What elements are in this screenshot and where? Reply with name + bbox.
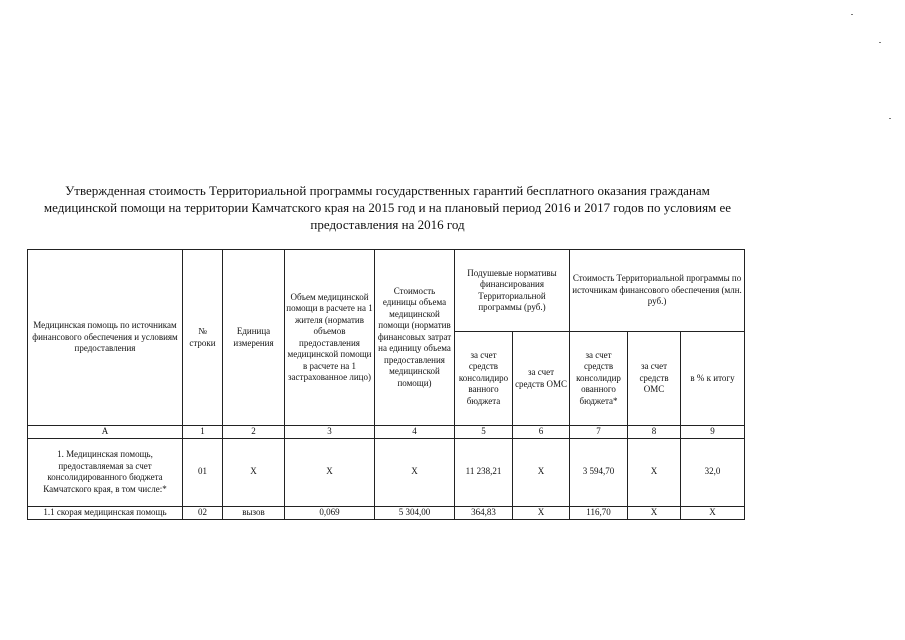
row-label: 1.1 скорая медицинская помощь [28,506,183,519]
table-row [28,506,745,519]
index-cell: 5 [455,426,513,439]
index-cell: 1 [183,426,223,439]
row-number: 02 [183,506,223,519]
index-cell: 4 [375,426,455,439]
row-volume: 0,069 [285,506,375,519]
index-cell: 2 [223,426,285,439]
header-per-capita-oms: за счет средств ОМС [513,332,570,426]
row-cost-oms: Х [628,506,681,519]
index-cell: 6 [513,426,570,439]
row-label: 1. Медицинская помощь, предоставляемая за счет консолидированного бюджета Камчатского края, в том числе:* [28,438,183,506]
header-group-program-cost: Стоимость Территориальной программы по источникам финансового обеспечения (млн. руб.) [570,250,745,332]
row-per-capita-budget: 11 238,21 [455,438,513,506]
table-row [28,438,745,506]
header-cost-oms: за счет средств ОМС [628,332,681,426]
index-cell: 3 [285,426,375,439]
row-per-capita-oms: Х [513,438,570,506]
row-cost-percent: Х [681,506,745,519]
row-per-capita-budget: 364,83 [455,506,513,519]
row-cost-budget: 3 594,70 [570,438,628,506]
header-unit: Единица измерения [223,250,285,426]
document-title: Утвержденная стоимость Территориальной программы государственных гарантий бесплатного оказания гражданам медицинской помощи на территории Камчатского края на 2015 год и на плановый период 2016 и 2017 годов по условиям ее предоставления на 2016 год [43,183,732,232]
header-unit-cost: Стоимость единицы объема медицинской помощи (норматив финансовых затрат на единицу объема предоставления медицинской помощи) [375,250,455,426]
index-cell: 7 [570,426,628,439]
header-cost-budget: за счет средств консолидир ованного бюджета* [570,332,628,426]
header-care-type: Медицинская помощь по источникам финансового обеспечения и условиям предоставления [28,250,183,426]
row-cost-budget: 116,70 [570,506,628,519]
row-cost-percent: 32,0 [681,438,745,506]
header-row-number: № строки [183,250,223,426]
row-unit: вызов [223,506,285,519]
header-volume: Объем медицинской помощи в расчете на 1 жителя (норматив объемов предоставления медицинской помощи в расчете на 1 застрахованное лицо) [285,250,375,426]
header-group-per-capita: Подушевые нормативы финансирования Территориальной программы (руб.) [455,250,570,332]
index-row [28,426,745,439]
row-per-capita-oms: Х [513,506,570,519]
header-per-capita-budget: за счет средств консолидиро ванного бюджета [455,332,513,426]
row-unit-cost: Х [375,438,455,506]
row-unit: Х [223,438,285,506]
cost-table [27,249,745,520]
index-cell: 9 [681,426,745,439]
index-cell: 8 [628,426,681,439]
header-cost-percent: в % к итогу [681,332,745,426]
row-number: 01 [183,438,223,506]
row-cost-oms: Х [628,438,681,506]
row-unit-cost: 5 304,00 [375,506,455,519]
row-volume: Х [285,438,375,506]
index-cell: А [28,426,183,439]
